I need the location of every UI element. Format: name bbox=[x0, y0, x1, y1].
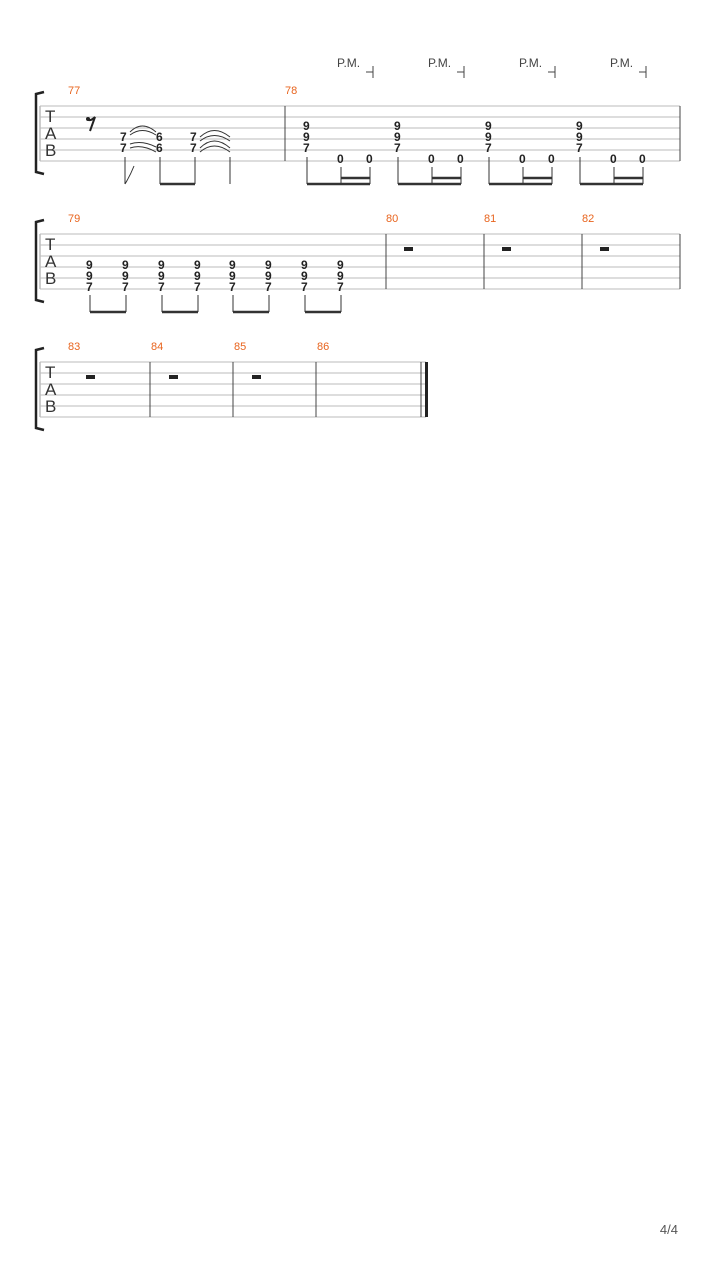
fret-number: 9 bbox=[122, 258, 129, 272]
fret-number: 9 bbox=[194, 258, 201, 272]
fret-number: 9 bbox=[194, 269, 201, 283]
fret-number: 9 bbox=[337, 269, 344, 283]
staff-lines bbox=[40, 106, 680, 161]
fret-number: 7 bbox=[122, 280, 129, 294]
barlines bbox=[386, 234, 680, 289]
chord bbox=[194, 258, 201, 294]
page-number: 4/4 bbox=[659, 1222, 678, 1237]
measure-number: 85 bbox=[234, 341, 247, 353]
whole-rest bbox=[169, 375, 178, 379]
fret-number: 7 bbox=[394, 141, 401, 155]
fret-number: 9 bbox=[86, 269, 93, 283]
system-2 bbox=[36, 213, 680, 312]
fret-number: 0 bbox=[428, 152, 435, 166]
measure-number: 82 bbox=[582, 213, 595, 225]
fret-number: 0 bbox=[366, 152, 373, 166]
fret-number: 9 bbox=[303, 130, 310, 144]
beams bbox=[307, 178, 643, 184]
fret-number: 9 bbox=[485, 119, 492, 133]
chord bbox=[86, 258, 93, 294]
chord bbox=[122, 258, 129, 294]
fret-number: 6 bbox=[156, 130, 163, 144]
whole-rest bbox=[502, 247, 511, 251]
staff-lines bbox=[40, 234, 680, 289]
system-1 bbox=[36, 56, 680, 184]
fret-number: 9 bbox=[303, 119, 310, 133]
fret-number: 9 bbox=[394, 130, 401, 144]
measure-number: 81 bbox=[484, 213, 497, 225]
fret-number: 7 bbox=[576, 141, 583, 155]
measure-number: 83 bbox=[68, 341, 81, 353]
whole-rest bbox=[404, 247, 413, 251]
chord bbox=[265, 258, 272, 294]
fret-number: 6 bbox=[156, 141, 163, 155]
fret-number: 9 bbox=[265, 258, 272, 272]
fret-number: 9 bbox=[576, 130, 583, 144]
palm-mute-label: P.M. bbox=[337, 56, 361, 70]
fret-number: 7 bbox=[120, 130, 127, 144]
system-3 bbox=[36, 341, 427, 430]
fret-number: 9 bbox=[337, 258, 344, 272]
fret-number: 0 bbox=[610, 152, 617, 166]
whole-rest bbox=[252, 375, 261, 379]
fret-number: 7 bbox=[158, 280, 165, 294]
fret-number: 7 bbox=[485, 141, 492, 155]
fret-number: 9 bbox=[576, 119, 583, 133]
tab-letter-b: B bbox=[45, 141, 57, 160]
fret-number: 9 bbox=[158, 269, 165, 283]
fret-number: 9 bbox=[265, 269, 272, 283]
measure-number: 79 bbox=[68, 213, 81, 225]
fret-number: 9 bbox=[394, 119, 401, 133]
palm-mute-label: P.M. bbox=[519, 56, 543, 70]
fret-number: 9 bbox=[122, 269, 129, 283]
tab-letter-a: A bbox=[45, 380, 57, 399]
whole-rest bbox=[86, 375, 95, 379]
measure-number: 86 bbox=[317, 341, 330, 353]
tab-letter-t: T bbox=[45, 235, 56, 254]
fret-number: 7 bbox=[301, 280, 308, 294]
fret-number: 9 bbox=[229, 269, 236, 283]
fret-number: 0 bbox=[639, 152, 646, 166]
palm-mute-label: P.M. bbox=[428, 56, 452, 70]
chord bbox=[301, 258, 308, 294]
fret-number: 7 bbox=[303, 141, 310, 155]
fret-number: 9 bbox=[86, 258, 93, 272]
fret-number: 7 bbox=[265, 280, 272, 294]
fret-number: 7 bbox=[337, 280, 344, 294]
measure-number: 84 bbox=[151, 341, 164, 353]
fret-number: 9 bbox=[158, 258, 165, 272]
fret-number: 9 bbox=[229, 258, 236, 272]
tab-letter-a: A bbox=[45, 124, 57, 143]
barlines bbox=[150, 362, 421, 417]
stems bbox=[90, 295, 341, 312]
measure-number: 80 bbox=[386, 213, 399, 225]
measure-78 bbox=[303, 119, 646, 184]
measure-number: 78 bbox=[285, 85, 298, 97]
whole-rest bbox=[600, 247, 609, 251]
fret-number: 0 bbox=[519, 152, 526, 166]
fret-number: 7 bbox=[190, 130, 197, 144]
tab-letter-b: B bbox=[45, 397, 57, 416]
fret-number: 0 bbox=[337, 152, 344, 166]
palm-mute-label: P.M. bbox=[610, 56, 634, 70]
fret-number: 0 bbox=[457, 152, 464, 166]
chord bbox=[158, 258, 165, 294]
fret-number: 9 bbox=[301, 258, 308, 272]
tab-letter-t: T bbox=[45, 107, 56, 126]
tab-letter-t: T bbox=[45, 363, 56, 382]
fret-number: 7 bbox=[194, 280, 201, 294]
chord bbox=[337, 258, 344, 294]
palm-mute-markings bbox=[337, 56, 646, 78]
fret-number: 0 bbox=[548, 152, 555, 166]
chord bbox=[229, 258, 236, 294]
fret-number: 9 bbox=[301, 269, 308, 283]
fret-number: 7 bbox=[229, 280, 236, 294]
measure-79 bbox=[86, 258, 344, 312]
measure-number: 77 bbox=[68, 85, 81, 97]
tab-letter-b: B bbox=[45, 269, 57, 288]
fret-number: 9 bbox=[485, 130, 492, 144]
fret-number: 7 bbox=[120, 141, 127, 155]
fret-number: 7 bbox=[190, 141, 197, 155]
tab-letter-a: A bbox=[45, 252, 57, 271]
fret-number: 7 bbox=[86, 280, 93, 294]
